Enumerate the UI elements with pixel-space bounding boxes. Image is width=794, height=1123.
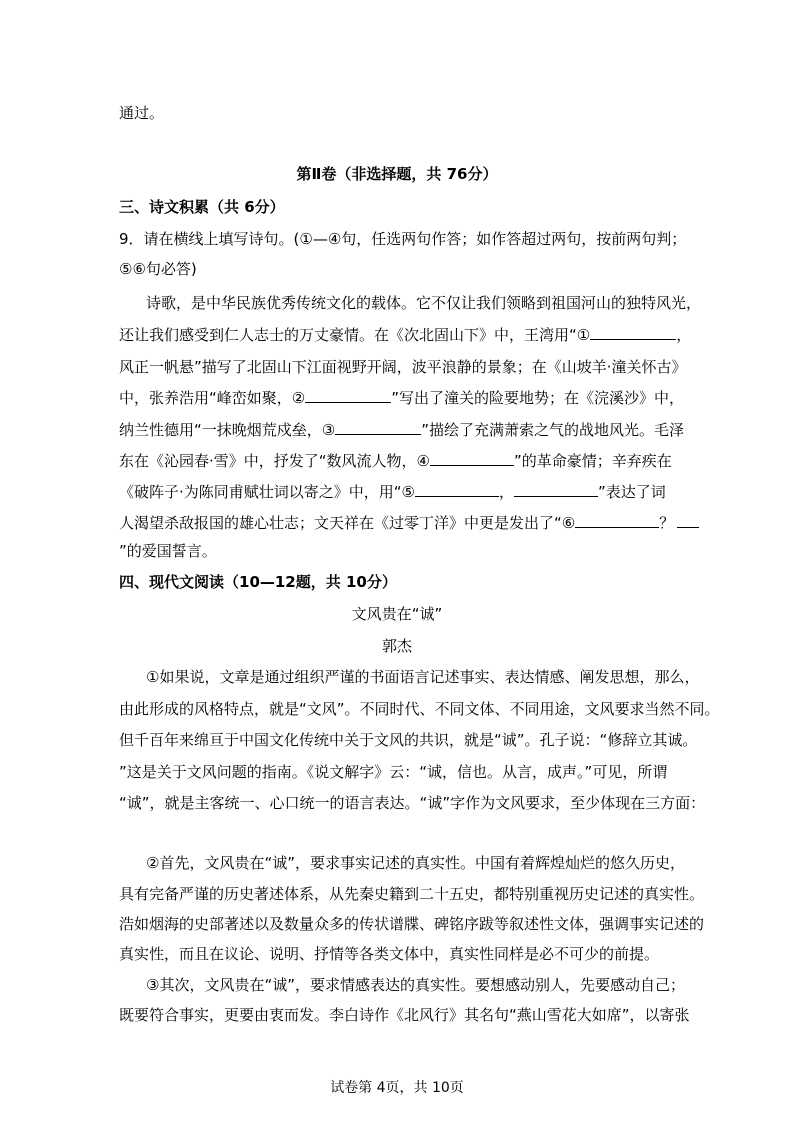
text-segment: ”的革命豪情；辛弃疾在 [514, 452, 672, 470]
poetry-paragraph-line [119, 451, 672, 471]
poetry-paragraph-line: ”的爱国誓言。 [119, 542, 217, 560]
article-paragraph-line: 具有完备严谨的历史著述体系，从先秦史籍到二十五史，都特别重视历史记述的真实性。 [119, 885, 705, 903]
text-segment: 东在《沁园春·雪》中，抒发了“数风流人物，④ [119, 452, 430, 470]
text-segment: 《破阵子·为陈同甫赋壮词以寄之》中，用“⑤ [119, 483, 415, 501]
text-segment: 人渴望杀敌报国的雄心壮志；文天祥在《过零丁洋》中更是发出了“⑥ [119, 514, 576, 532]
article-paragraph-line: 由此形成的风格特点，就是“文风”。不同时代、不同文体、不同用途，文风要求当然不同。 [119, 700, 720, 718]
answer-blank-6b[interactable] [677, 513, 699, 528]
poetry-paragraph-line [119, 420, 684, 440]
answer-blank-6a[interactable] [575, 513, 659, 528]
text-segment: 中，张养浩用“峰峦如聚，② [119, 389, 306, 407]
answer-blank-3[interactable] [335, 420, 421, 435]
section-heading-reading: 四、现代文阅读（10—12题，共 10分） [119, 573, 397, 591]
question-9-prompt: 9．请在横线上填写诗句。(①—④句，任选两句作答；如作答超过两句，按前两句判； [119, 230, 687, 248]
poetry-paragraph-line [119, 482, 666, 502]
question-9-prompt-cont: ⑤⑥句必答) [119, 260, 197, 278]
poetry-paragraph-line: 诗歌，是中华民族优秀传统文化的载体。它不仅让我们领略到祖国河山的独特风光， [146, 294, 702, 312]
continuation-text: 通过。 [119, 104, 165, 122]
answer-blank-1[interactable] [590, 325, 676, 340]
article-title: 文风贵在“诚” [351, 605, 443, 623]
text-segment: ， [676, 326, 692, 344]
poetry-paragraph-line: 风正一帆悬”描写了北固山下江面视野开阔，波平浪静的景象；在《山坡羊·潼关怀古》 [119, 358, 687, 376]
text-segment: ”表达了词 [598, 483, 666, 501]
article-paragraph-line: 浩如烟海的史部著述以及数量众多的传状谱牒、碑铭序跋等叙述性文体，强调事实记述的 [119, 915, 705, 933]
article-paragraph-line: ①如果说，文章是通过组织严谨的书面语言记述事实、表达情感、阐发思想，那么， [146, 668, 700, 686]
text-segment: ”描绘了充满萧索之气的战地风光。毛泽 [421, 421, 685, 439]
section-heading-poetry: 三、诗文积累（共 6分） [119, 198, 285, 216]
page-footer: 试卷第 4页，共 10页 [330, 1080, 464, 1096]
text-segment: ， [499, 483, 515, 501]
article-paragraph-line: “诚”，就是主客统一、心口统一的语言表达。“诚”字作为文风要求，至少体现在三方面： [119, 794, 706, 812]
part-title: 第Ⅱ卷（非选择题，共 76分） [296, 165, 498, 183]
answer-blank-5a[interactable] [415, 482, 499, 497]
text-segment: ？ [659, 514, 675, 532]
article-paragraph-line: 但千百年来绵亘于中国文化传统中关于文风的共识，就是“诚”。孔子说：“修辞立其诚。 [119, 731, 698, 749]
text-segment: 纳兰性德用“一抹晚烟荒戍垒，③ [119, 421, 336, 439]
poetry-paragraph-line [119, 513, 699, 533]
answer-blank-2[interactable] [305, 388, 391, 403]
answer-blank-5b[interactable] [514, 482, 598, 497]
article-paragraph-line: ②首先，文风贵在“诚”，要求事实记述的真实性。中国有着辉煌灿烂的悠久历史， [146, 854, 685, 872]
article-paragraph-line: 真实性，而且在议论、说明、抒情等各类文体中，真实性同样是必不可少的前提。 [119, 945, 660, 963]
text-segment: ”写出了潼关的险要地势；在《浣溪沙》中， [391, 389, 685, 407]
article-paragraph-line: 既要符合事实，更要由衷而发。李白诗作《北风行》其名句“燕山雪花大如席”，以寄张 [119, 1006, 690, 1024]
text-segment: 还让我们感受到仁人志士的万丈豪情。在《次北固山下》中，王湾用“① [119, 326, 591, 344]
article-author: 郭杰 [381, 637, 412, 655]
poetry-paragraph-line [119, 388, 684, 408]
answer-blank-4[interactable] [430, 451, 514, 466]
article-paragraph-line: ③其次，文风贵在“诚”，要求情感表达的真实性。要想感动别人，先要感动自己； [146, 976, 685, 994]
article-paragraph-line: ”这是关于文风问题的指南。《说文解字》云：“诚，信也。从言，成声。”可见，所谓 [119, 763, 668, 781]
poetry-paragraph-line [119, 325, 691, 345]
